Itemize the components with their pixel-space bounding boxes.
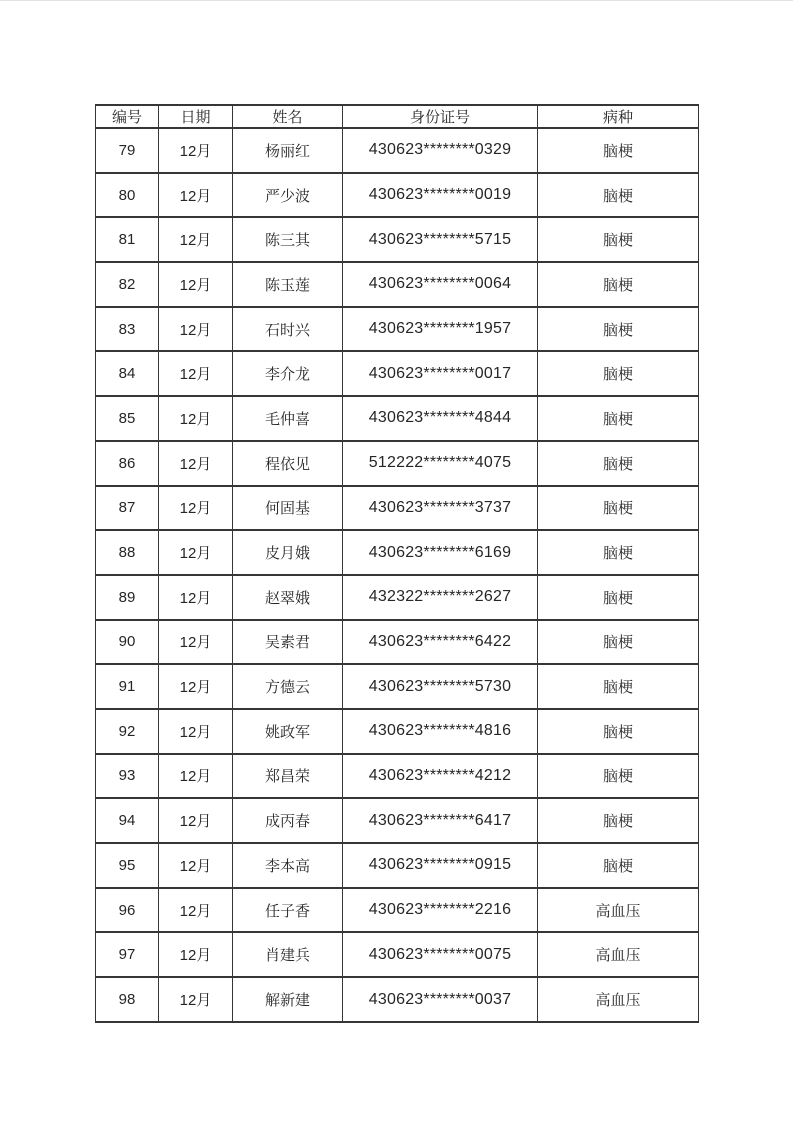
cell-name: 皮月娥 — [233, 530, 343, 575]
cell-id: 430623********4212 — [343, 754, 538, 799]
table-row — [96, 351, 699, 396]
cell-no: 94 — [96, 798, 159, 843]
cell-no: 84 — [96, 351, 159, 396]
header-cell-date: 日期 — [159, 105, 233, 128]
page-top-edge-line — [0, 0, 793, 1]
cell-disease: 脑梗 — [538, 754, 699, 799]
cell-disease: 脑梗 — [538, 843, 699, 888]
table-row — [96, 262, 699, 307]
cell-date: 12月 — [159, 128, 233, 173]
cell-disease: 脑梗 — [538, 530, 699, 575]
cell-id: 512222********4075 — [343, 441, 538, 486]
cell-id: 430623********0037 — [343, 977, 538, 1022]
cell-id: 430623********6169 — [343, 530, 538, 575]
cell-no: 95 — [96, 843, 159, 888]
cell-id: 430623********3737 — [343, 486, 538, 531]
table-row — [96, 173, 699, 218]
cell-name: 陈三其 — [233, 217, 343, 262]
cell-name: 解新建 — [233, 977, 343, 1022]
cell-date: 12月 — [159, 932, 233, 977]
cell-name: 姚政军 — [233, 709, 343, 754]
cell-disease: 脑梗 — [538, 128, 699, 173]
cell-disease: 脑梗 — [538, 307, 699, 352]
cell-id: 430623********1957 — [343, 307, 538, 352]
cell-date: 12月 — [159, 262, 233, 307]
cell-no: 80 — [96, 173, 159, 218]
cell-name: 何固基 — [233, 486, 343, 531]
cell-id: 430623********4844 — [343, 396, 538, 441]
table-row — [96, 128, 699, 173]
cell-name: 毛仲喜 — [233, 396, 343, 441]
cell-no: 98 — [96, 977, 159, 1022]
cell-no: 88 — [96, 530, 159, 575]
cell-date: 12月 — [159, 530, 233, 575]
table-row — [96, 932, 699, 977]
cell-date: 12月 — [159, 754, 233, 799]
cell-no: 86 — [96, 441, 159, 486]
table-row — [96, 620, 699, 665]
cell-id: 432322********2627 — [343, 575, 538, 620]
cell-disease: 脑梗 — [538, 262, 699, 307]
cell-date: 12月 — [159, 217, 233, 262]
cell-date: 12月 — [159, 709, 233, 754]
cell-disease: 脑梗 — [538, 486, 699, 531]
cell-name: 吴素君 — [233, 620, 343, 665]
cell-no: 97 — [96, 932, 159, 977]
cell-disease: 脑梗 — [538, 575, 699, 620]
cell-no: 82 — [96, 262, 159, 307]
cell-date: 12月 — [159, 351, 233, 396]
cell-name: 肖建兵 — [233, 932, 343, 977]
cell-no: 79 — [96, 128, 159, 173]
cell-no: 96 — [96, 888, 159, 933]
cell-name: 郑昌荣 — [233, 754, 343, 799]
cell-disease: 脑梗 — [538, 217, 699, 262]
cell-no: 81 — [96, 217, 159, 262]
cell-date: 12月 — [159, 441, 233, 486]
cell-id: 430623********0017 — [343, 351, 538, 396]
cell-no: 93 — [96, 754, 159, 799]
cell-date: 12月 — [159, 173, 233, 218]
header-cell-id: 身份证号 — [343, 105, 538, 128]
cell-name: 严少波 — [233, 173, 343, 218]
cell-date: 12月 — [159, 977, 233, 1022]
header-cell-no: 编号 — [96, 105, 159, 128]
cell-disease: 脑梗 — [538, 351, 699, 396]
header-cell-name: 姓名 — [233, 105, 343, 128]
cell-no: 92 — [96, 709, 159, 754]
table-row — [96, 664, 699, 709]
table-row — [96, 575, 699, 620]
cell-name: 成丙春 — [233, 798, 343, 843]
cell-date: 12月 — [159, 396, 233, 441]
cell-date: 12月 — [159, 486, 233, 531]
cell-no: 87 — [96, 486, 159, 531]
table-row — [96, 441, 699, 486]
table-row — [96, 888, 699, 933]
cell-no: 85 — [96, 396, 159, 441]
table-row — [96, 843, 699, 888]
table-row — [96, 754, 699, 799]
cell-name: 赵翠娥 — [233, 575, 343, 620]
cell-no: 83 — [96, 307, 159, 352]
table-row — [96, 530, 699, 575]
cell-date: 12月 — [159, 307, 233, 352]
header-cell-disease: 病种 — [538, 105, 699, 128]
cell-date: 12月 — [159, 798, 233, 843]
cell-date: 12月 — [159, 664, 233, 709]
cell-name: 李本高 — [233, 843, 343, 888]
cell-disease: 高血压 — [538, 888, 699, 933]
cell-no: 89 — [96, 575, 159, 620]
cell-disease: 脑梗 — [538, 798, 699, 843]
cell-date: 12月 — [159, 843, 233, 888]
cell-id: 430623********6417 — [343, 798, 538, 843]
patient-registry-table — [95, 104, 699, 1023]
cell-id: 430623********0915 — [343, 843, 538, 888]
cell-no: 91 — [96, 664, 159, 709]
cell-name: 陈玉莲 — [233, 262, 343, 307]
cell-disease: 脑梗 — [538, 620, 699, 665]
cell-name: 杨丽红 — [233, 128, 343, 173]
cell-name: 任子香 — [233, 888, 343, 933]
cell-disease: 脑梗 — [538, 709, 699, 754]
cell-name: 程依见 — [233, 441, 343, 486]
cell-disease: 高血压 — [538, 977, 699, 1022]
cell-date: 12月 — [159, 888, 233, 933]
cell-disease: 脑梗 — [538, 664, 699, 709]
table-row — [96, 217, 699, 262]
table-row — [96, 486, 699, 531]
cell-name: 方德云 — [233, 664, 343, 709]
cell-disease: 脑梗 — [538, 396, 699, 441]
table-row — [96, 977, 699, 1022]
cell-id: 430623********5715 — [343, 217, 538, 262]
cell-id: 430623********4816 — [343, 709, 538, 754]
cell-id: 430623********0329 — [343, 128, 538, 173]
cell-id: 430623********6422 — [343, 620, 538, 665]
cell-id: 430623********5730 — [343, 664, 538, 709]
table-row — [96, 307, 699, 352]
cell-disease: 高血压 — [538, 932, 699, 977]
cell-name: 李介龙 — [233, 351, 343, 396]
cell-date: 12月 — [159, 620, 233, 665]
cell-id: 430623********0064 — [343, 262, 538, 307]
cell-id: 430623********0019 — [343, 173, 538, 218]
cell-no: 90 — [96, 620, 159, 665]
table-row — [96, 396, 699, 441]
cell-id: 430623********2216 — [343, 888, 538, 933]
cell-disease: 脑梗 — [538, 173, 699, 218]
cell-disease: 脑梗 — [538, 441, 699, 486]
table-row — [96, 709, 699, 754]
cell-name: 石时兴 — [233, 307, 343, 352]
cell-id: 430623********0075 — [343, 932, 538, 977]
table-row — [96, 798, 699, 843]
cell-date: 12月 — [159, 575, 233, 620]
table-header-row — [96, 105, 699, 128]
